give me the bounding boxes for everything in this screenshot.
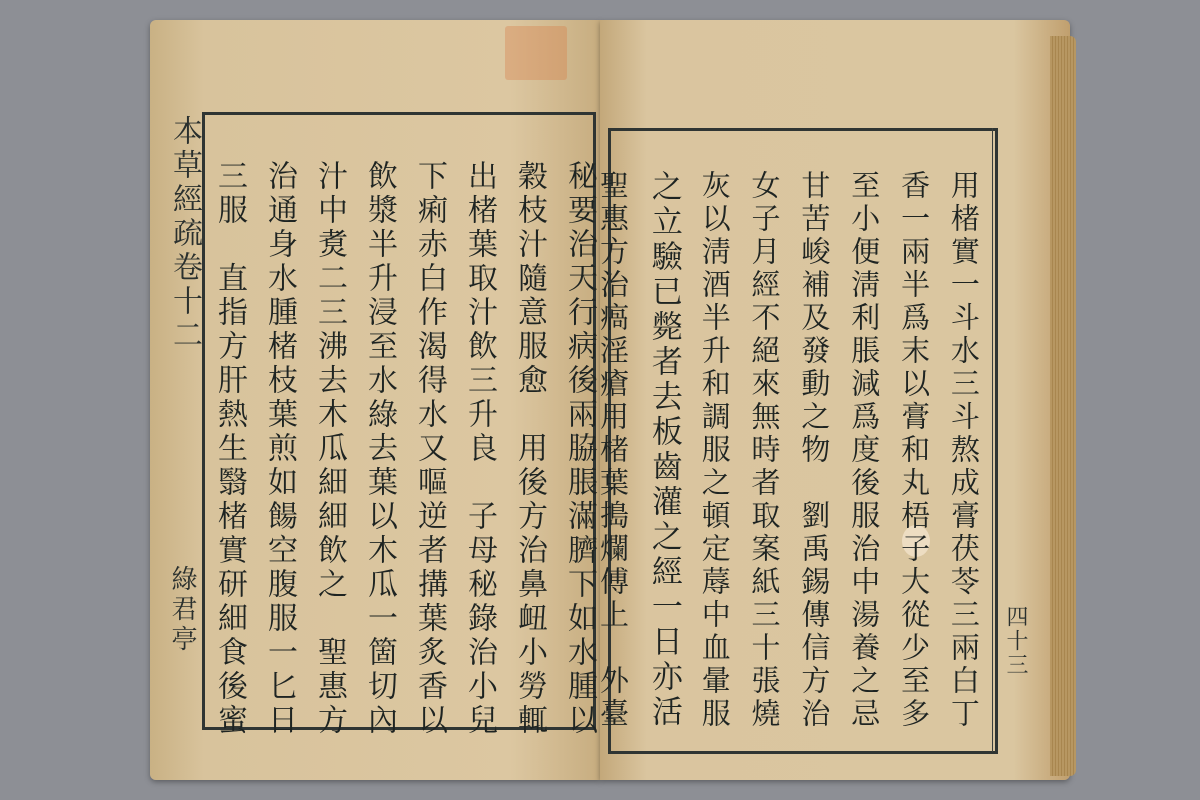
right-frame-rule: [992, 128, 993, 752]
text-column: 灰以淸酒半升和調服之頓定蓐中血暈服: [697, 170, 732, 731]
text-column: 汁中煑二三沸去木瓜細細飲之 聖惠方: [312, 160, 347, 738]
book-title-margin: 本草經疏卷十二: [167, 115, 202, 353]
text-column: 穀枝汁隨意服愈 用後方治鼻衄小勞輒: [512, 160, 547, 738]
text-column: 秘要治天行病後兩脇脹滿臍下如水腫以: [562, 160, 597, 738]
text-column: 治通身水腫楮枝葉煎如餳空腹服一匕日: [262, 160, 297, 738]
page-edges: [1050, 36, 1076, 776]
text-column: 香一兩半爲末以膏和丸梧子大從少至多: [897, 170, 932, 731]
text-column: 至小便淸利脹減爲度後服治中湯養之忌: [847, 170, 882, 731]
text-column: 之立驗已斃者去板齒灌之經一日亦活: [645, 170, 682, 730]
text-column: 飲漿半升浸至水綠去葉以木瓜一箇切內: [362, 160, 397, 738]
left-page-text: [212, 160, 597, 740]
publisher-margin: 綠君亭: [167, 565, 197, 655]
text-column: 三服 直指方肝熱生翳楮實研細食後蜜: [212, 160, 247, 738]
text-column: 聖惠方治瘑淫瘡用楮葉搗爛傅上 外臺: [596, 170, 630, 731]
right-page-text: [596, 170, 981, 740]
text-column: 出楮葉取汁飲三升良 子母秘錄治小兒: [462, 160, 497, 738]
text-column: 甘苦峻補及發動之物 劉禹錫傳信方治: [797, 170, 832, 731]
library-stamp: [505, 26, 567, 80]
text-column: 女子月經不絕來無時者取案紙三十張燒: [747, 170, 782, 731]
page-number: 四十三: [1003, 605, 1028, 677]
text-column: 下痢赤白作渴得水又嘔逆者搆葉炙香以: [412, 160, 447, 738]
text-column: 用楮實一斗水三斗熬成膏茯苓三兩白丁: [946, 170, 981, 731]
